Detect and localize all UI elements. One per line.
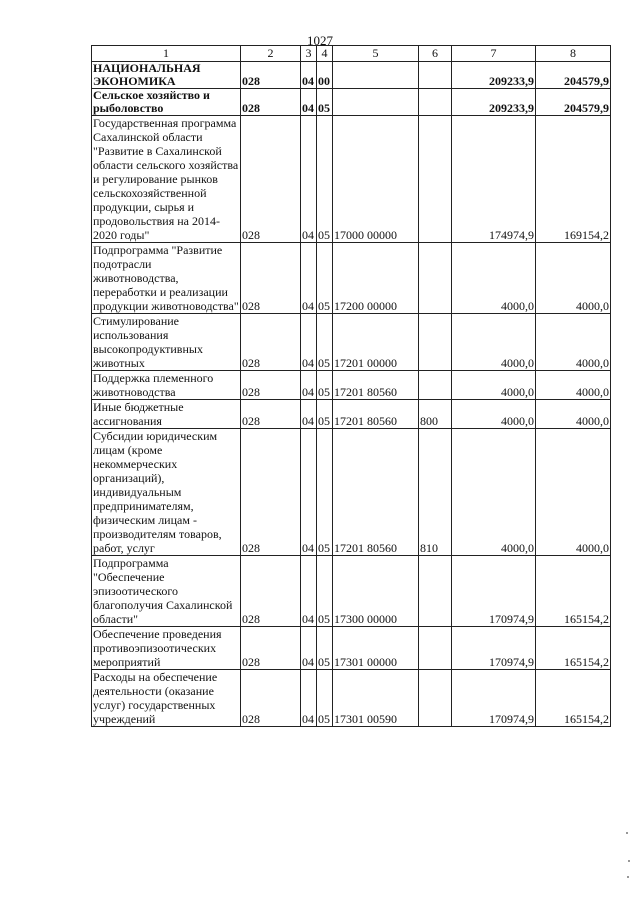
table-row <box>92 89 611 116</box>
row-ved: 028 <box>241 627 301 670</box>
row-sum-1: 4000,0 <box>452 400 536 429</box>
row-sum-1: 170974,9 <box>452 627 536 670</box>
row-pr: 05 <box>317 429 333 556</box>
row-vr: 810 <box>419 429 452 556</box>
row-name: НАЦИОНАЛЬНАЯ ЭКОНОМИКА <box>92 62 241 89</box>
row-sum-1: 209233,9 <box>452 62 536 89</box>
row-csr: 17200 00000 <box>333 243 419 314</box>
row-vr <box>419 89 452 116</box>
row-pr: 05 <box>317 556 333 627</box>
row-sum-2: 165154,2 <box>536 627 611 670</box>
table-row <box>92 556 611 627</box>
row-rz: 04 <box>301 371 317 400</box>
row-pr: 05 <box>317 243 333 314</box>
row-sum-2: 4000,0 <box>536 314 611 371</box>
row-sum-2: 204579,9 <box>536 62 611 89</box>
row-rz: 04 <box>301 116 317 243</box>
row-pr: 05 <box>317 627 333 670</box>
row-rz: 04 <box>301 243 317 314</box>
table-row <box>92 116 611 243</box>
column-header: 3 <box>301 46 317 62</box>
row-pr: 05 <box>317 400 333 429</box>
row-ved: 028 <box>241 243 301 314</box>
scan-speck <box>627 876 629 878</box>
row-sum-1: 170974,9 <box>452 670 536 727</box>
row-name: Подпрограмма "Обеспечение эпизоотического благополучия Сахалинской области" <box>92 556 241 627</box>
row-vr <box>419 314 452 371</box>
table-row <box>92 62 611 89</box>
budget-table <box>91 45 611 727</box>
row-csr: 17000 00000 <box>333 116 419 243</box>
row-name: Обеспечение проведения противоэпизоотических мероприятий <box>92 627 241 670</box>
row-rz: 04 <box>301 62 317 89</box>
column-header: 6 <box>419 46 452 62</box>
row-name: Расходы на обеспечение деятельности (оказание услуг) государственных учреждений <box>92 670 241 727</box>
row-rz: 04 <box>301 670 317 727</box>
row-ved: 028 <box>241 89 301 116</box>
table-row <box>92 670 611 727</box>
row-pr: 05 <box>317 670 333 727</box>
row-sum-1: 209233,9 <box>452 89 536 116</box>
row-ved: 028 <box>241 670 301 727</box>
row-sum-1: 170974,9 <box>452 556 536 627</box>
column-header: 8 <box>536 46 611 62</box>
table-row <box>92 627 611 670</box>
row-sum-1: 4000,0 <box>452 243 536 314</box>
row-sum-2: 4000,0 <box>536 429 611 556</box>
row-vr <box>419 243 452 314</box>
row-name: Государственная программа Сахалинской области "Развитие в Сахалинской области сельского хозяйства и регулирование рынков сельскохозяйственной продукции, сырья и продовольствия на 2014-2020 годы" <box>92 116 241 243</box>
row-csr: 17201 80560 <box>333 429 419 556</box>
row-ved: 028 <box>241 400 301 429</box>
row-sum-1: 4000,0 <box>452 429 536 556</box>
row-vr <box>419 62 452 89</box>
row-vr <box>419 556 452 627</box>
row-name: Стимулирование использования высокопродуктивных животных <box>92 314 241 371</box>
row-vr <box>419 371 452 400</box>
column-header: 2 <box>241 46 301 62</box>
row-vr <box>419 116 452 243</box>
table-row <box>92 243 611 314</box>
row-rz: 04 <box>301 400 317 429</box>
table-row <box>92 429 611 556</box>
row-vr <box>419 670 452 727</box>
row-ved: 028 <box>241 314 301 371</box>
row-sum-2: 165154,2 <box>536 670 611 727</box>
row-vr: 800 <box>419 400 452 429</box>
row-vr <box>419 627 452 670</box>
row-pr: 05 <box>317 314 333 371</box>
row-sum-1: 4000,0 <box>452 371 536 400</box>
row-rz: 04 <box>301 314 317 371</box>
row-ved: 028 <box>241 62 301 89</box>
column-header: 1 <box>92 46 241 62</box>
column-header: 4 <box>317 46 333 62</box>
row-ved: 028 <box>241 556 301 627</box>
scan-speck <box>626 832 628 834</box>
row-sum-2: 4000,0 <box>536 371 611 400</box>
row-ved: 028 <box>241 371 301 400</box>
row-csr <box>333 62 419 89</box>
row-csr: 17201 00000 <box>333 314 419 371</box>
table-row <box>92 314 611 371</box>
row-ved: 028 <box>241 116 301 243</box>
column-header: 7 <box>452 46 536 62</box>
row-rz: 04 <box>301 429 317 556</box>
row-name: Поддержка племенного животноводства <box>92 371 241 400</box>
column-header: 5 <box>333 46 419 62</box>
scan-speck <box>628 860 630 862</box>
row-pr: 00 <box>317 62 333 89</box>
row-pr: 05 <box>317 89 333 116</box>
row-csr: 17301 00590 <box>333 670 419 727</box>
row-sum-2: 4000,0 <box>536 243 611 314</box>
row-pr: 05 <box>317 116 333 243</box>
row-csr <box>333 89 419 116</box>
row-csr: 17201 80560 <box>333 371 419 400</box>
row-sum-2: 165154,2 <box>536 556 611 627</box>
row-sum-2: 169154,2 <box>536 116 611 243</box>
row-name: Сельское хозяйство и рыболовство <box>92 89 241 116</box>
page-number: 1027 <box>307 33 333 48</box>
row-csr: 17301 00000 <box>333 627 419 670</box>
row-rz: 04 <box>301 556 317 627</box>
table-row <box>92 400 611 429</box>
row-pr: 05 <box>317 371 333 400</box>
row-sum-2: 204579,9 <box>536 89 611 116</box>
row-name: Иные бюджетные ассигнования <box>92 400 241 429</box>
row-sum-2: 4000,0 <box>536 400 611 429</box>
row-sum-1: 4000,0 <box>452 314 536 371</box>
row-name: Подпрограмма "Развитие подотрасли животноводства, переработки и реализации продукции животноводства" <box>93 243 239 313</box>
row-csr: 17201 80560 <box>333 400 419 429</box>
column-number-row <box>92 46 611 62</box>
row-rz: 04 <box>301 627 317 670</box>
table-row <box>92 371 611 400</box>
row-name: Субсидии юридическим лицам (кроме некоммерческих организаций), индивидуальным предпринимателям, физическим лицам - производителям товаров, работ, услуг <box>92 429 241 556</box>
row-ved: 028 <box>241 429 301 556</box>
row-sum-1: 174974,9 <box>452 116 536 243</box>
row-rz: 04 <box>301 89 317 116</box>
row-csr: 17300 00000 <box>333 556 419 627</box>
